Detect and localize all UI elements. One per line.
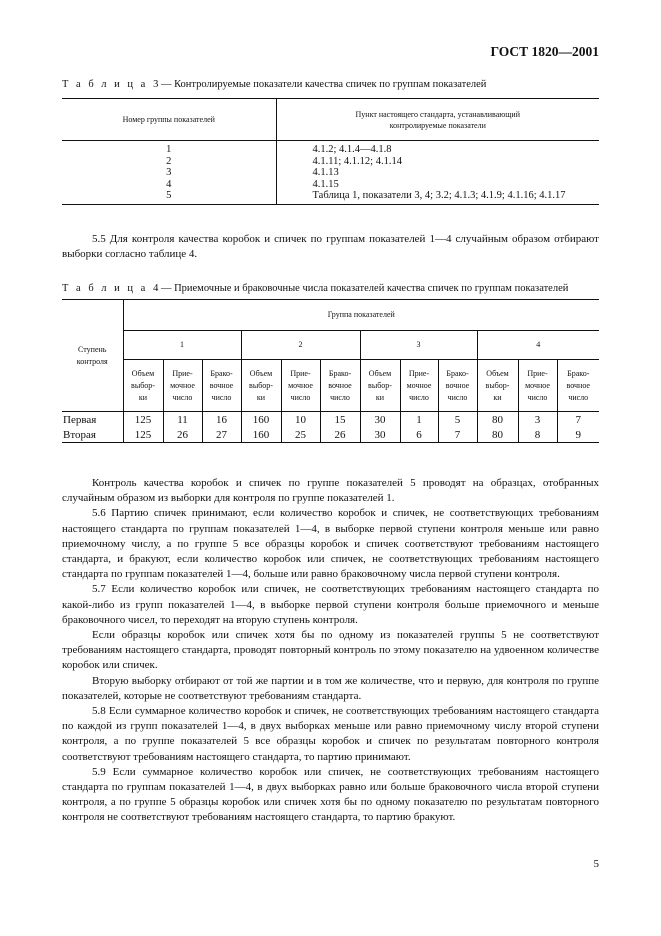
table-cell: 30 bbox=[360, 427, 400, 443]
paragraph: Вторую выборку отбирают от той же партии и в том же количестве, что и первую, для контроля по группе показателей, которые не соответствуют требованиям стандарта. bbox=[62, 674, 599, 702]
table-cell: 3 bbox=[518, 412, 557, 428]
paragraph: 5.7 Если количество коробок или спичек, не соответствующих требованиям настоящего стандарта по какой-либо из групп показателей 1—4, в выборке первой ступени контроля больше приемочного и меньше браковочного чисел, то переходят на вторую ступень контроля. bbox=[62, 583, 599, 626]
table-cell: 26 bbox=[163, 427, 202, 443]
table3-group: 3 bbox=[166, 167, 172, 178]
stage-label: Первая bbox=[62, 412, 123, 428]
table3-item: 4.1.15 bbox=[312, 178, 339, 190]
paragraph: 5.6 Партию спичек принимают, если количество коробок и спичек, не соответствующих требованиям настоящего стандарта по группам показателей 1—4, в выборке первой ступени контроля меньше или равно приемочному числу, а по группе 5 все образцы коробок и спичек соответствуют требованиям настоящего стандарта, и бракуют, если количество коробок или спичек, не соответствующих требованиям настоящего стандарта по группам показателей 1—4, больше или равно браковочному числа первой ступени контроля. bbox=[62, 507, 599, 581]
table-cell: 5 bbox=[438, 412, 477, 428]
table3-number: 3 bbox=[153, 79, 159, 90]
table3-header-row bbox=[62, 99, 599, 141]
table4-group-number: 3 bbox=[360, 331, 477, 360]
table4-group-number: 4 bbox=[477, 331, 599, 360]
table3-label: Т а б л и ц а bbox=[62, 79, 148, 90]
table4-group-number: 1 bbox=[123, 331, 241, 360]
table3-title: — Контролируемые показатели качества спичек по группам показателей bbox=[160, 79, 487, 90]
sample-size-header: Объем выбор- ки bbox=[123, 360, 163, 412]
table-row bbox=[62, 412, 599, 428]
table-cell: 16 bbox=[202, 412, 241, 428]
paragraph: Контроль качества коробок и спичек по группе показателей 5 проводят на образцах, отобранных случайным образом из выборки для контроля по группе показателей 1. bbox=[62, 477, 599, 505]
table4-group-number: 2 bbox=[241, 331, 360, 360]
table-row bbox=[62, 141, 599, 205]
acceptance-number-header: Прие- мочное число bbox=[281, 360, 320, 412]
stage-header-line1: Ступень bbox=[78, 344, 107, 354]
paragraph: Если образцы коробок или спичек хотя бы по одному из показателей группы 5 не соответствуют требованиям настоящего стандарта, проводят повторный контроль по этому показателю на удвоенном количестве коробок или спичек. bbox=[62, 629, 599, 672]
paragraph-text: 5.5 Для контроля качества коробок и спичек по группам показателей 1—4 случайным образом отбирают выборки согласно таблице 4. bbox=[62, 233, 599, 261]
table3-items-cell bbox=[276, 141, 599, 205]
page-number: 5 bbox=[593, 858, 599, 870]
table-cell: 10 bbox=[281, 412, 320, 428]
table-cell: 8 bbox=[518, 427, 557, 443]
table4-header-row-3 bbox=[62, 360, 599, 412]
table3-item: 4.1.2; 4.1.4—4.1.8 bbox=[312, 144, 392, 155]
table-row bbox=[62, 427, 599, 443]
stage-label: Вторая bbox=[62, 427, 123, 443]
acceptance-number-header: Прие- мочное число bbox=[400, 360, 438, 412]
table4-groups-header: Группа показателей bbox=[123, 300, 599, 331]
table-cell: 160 bbox=[241, 427, 281, 443]
table3-col2-header bbox=[276, 99, 599, 141]
table3-group: 4 bbox=[166, 178, 172, 190]
table-cell: 30 bbox=[360, 412, 400, 428]
table-cell: 125 bbox=[123, 412, 163, 428]
table3-col1-header: Номер группы показателей bbox=[62, 99, 276, 141]
table-cell: 7 bbox=[438, 427, 477, 443]
rejection-number-header: Брако- вочное число bbox=[202, 360, 241, 412]
table4-header-row-2 bbox=[62, 331, 599, 360]
table4-header-row-1 bbox=[62, 300, 599, 331]
table3-col2-header-line2: контролируемые показатели bbox=[389, 120, 486, 130]
body-text bbox=[62, 476, 599, 826]
table-cell: 160 bbox=[241, 412, 281, 428]
table3-col2-header-line1: Пункт настоящего стандарта, устанавливающий bbox=[355, 109, 520, 119]
table4-number: 4 bbox=[153, 283, 159, 294]
table3-item: 4.1.11; 4.1.12; 4.1.14 bbox=[312, 155, 402, 167]
table-cell: 80 bbox=[477, 427, 518, 443]
table3-groups-cell bbox=[62, 141, 276, 205]
sample-size-header: Объем выбор- ки bbox=[360, 360, 400, 412]
table3-group: 1 bbox=[166, 144, 172, 155]
paragraph-5-5 bbox=[62, 232, 599, 262]
table-cell: 6 bbox=[400, 427, 438, 443]
document-header: ГОСТ 1820—2001 bbox=[490, 44, 599, 59]
table-cell: 15 bbox=[320, 412, 360, 428]
table-cell: 26 bbox=[320, 427, 360, 443]
table4-title: — Приемочные и браковочные числа показателей качества спичек по группам показателей bbox=[160, 283, 569, 294]
table-cell: 25 bbox=[281, 427, 320, 443]
table3-item: 4.1.13 bbox=[312, 167, 339, 178]
stage-header-line2: контроля bbox=[76, 356, 108, 366]
table-cell: 125 bbox=[123, 427, 163, 443]
acceptance-number-header: Прие- мочное число bbox=[518, 360, 557, 412]
table-cell: 1 bbox=[400, 412, 438, 428]
rejection-number-header: Брако- вочное число bbox=[320, 360, 360, 412]
paragraph: 5.9 Если суммарное количество коробок или спичек, не соответствующих требованиям настоящего стандарта по группам показателей 1—4, в двух выборках равно или больше браковочного числа второй ступени контроля, а по группе 5 образцы коробок или спичек хотя бы по одному показателю по результатам повторного контроля не соответствуют требованиям настоящего стандарта, то партию бракуют. bbox=[62, 765, 599, 824]
table3-item: Таблица 1, показатели 3, 4; 3.2; 4.1.3; 4.1.9; 4.1.16; 4.1.17 bbox=[312, 190, 566, 201]
table-cell: 80 bbox=[477, 412, 518, 428]
table-cell: 7 bbox=[557, 412, 599, 428]
sample-size-header: Объем выбор- ки bbox=[241, 360, 281, 412]
table3 bbox=[62, 98, 599, 205]
table-cell: 11 bbox=[163, 412, 202, 428]
table4-label: Т а б л и ц а bbox=[62, 283, 148, 294]
table3-group: 2 bbox=[166, 155, 172, 167]
table-cell: 9 bbox=[557, 427, 599, 443]
table3-caption bbox=[62, 79, 486, 90]
table3-group: 5 bbox=[166, 190, 172, 201]
acceptance-number-header: Прие- мочное число bbox=[163, 360, 202, 412]
paragraph: 5.8 Если суммарное количество коробок и спичек, не соответствующих требованиям настоящего стандарта по каждой из групп показателей 1—4, в двух выборках меньше или равно приемочному числу второй ступени контроля, а по группе показателей 5 все образцы коробок и спичек по результатам повторного контроля соответствуют требованиям настоящего стандарта, то партию принимают. bbox=[62, 705, 599, 763]
rejection-number-header: Брако- вочное число bbox=[438, 360, 477, 412]
sample-size-header: Объем выбор- ки bbox=[477, 360, 518, 412]
rejection-number-header: Брако- вочное число bbox=[557, 360, 599, 412]
table4 bbox=[62, 299, 599, 443]
table-cell: 27 bbox=[202, 427, 241, 443]
table4-caption bbox=[62, 283, 568, 294]
table4-stage-header bbox=[62, 300, 123, 412]
